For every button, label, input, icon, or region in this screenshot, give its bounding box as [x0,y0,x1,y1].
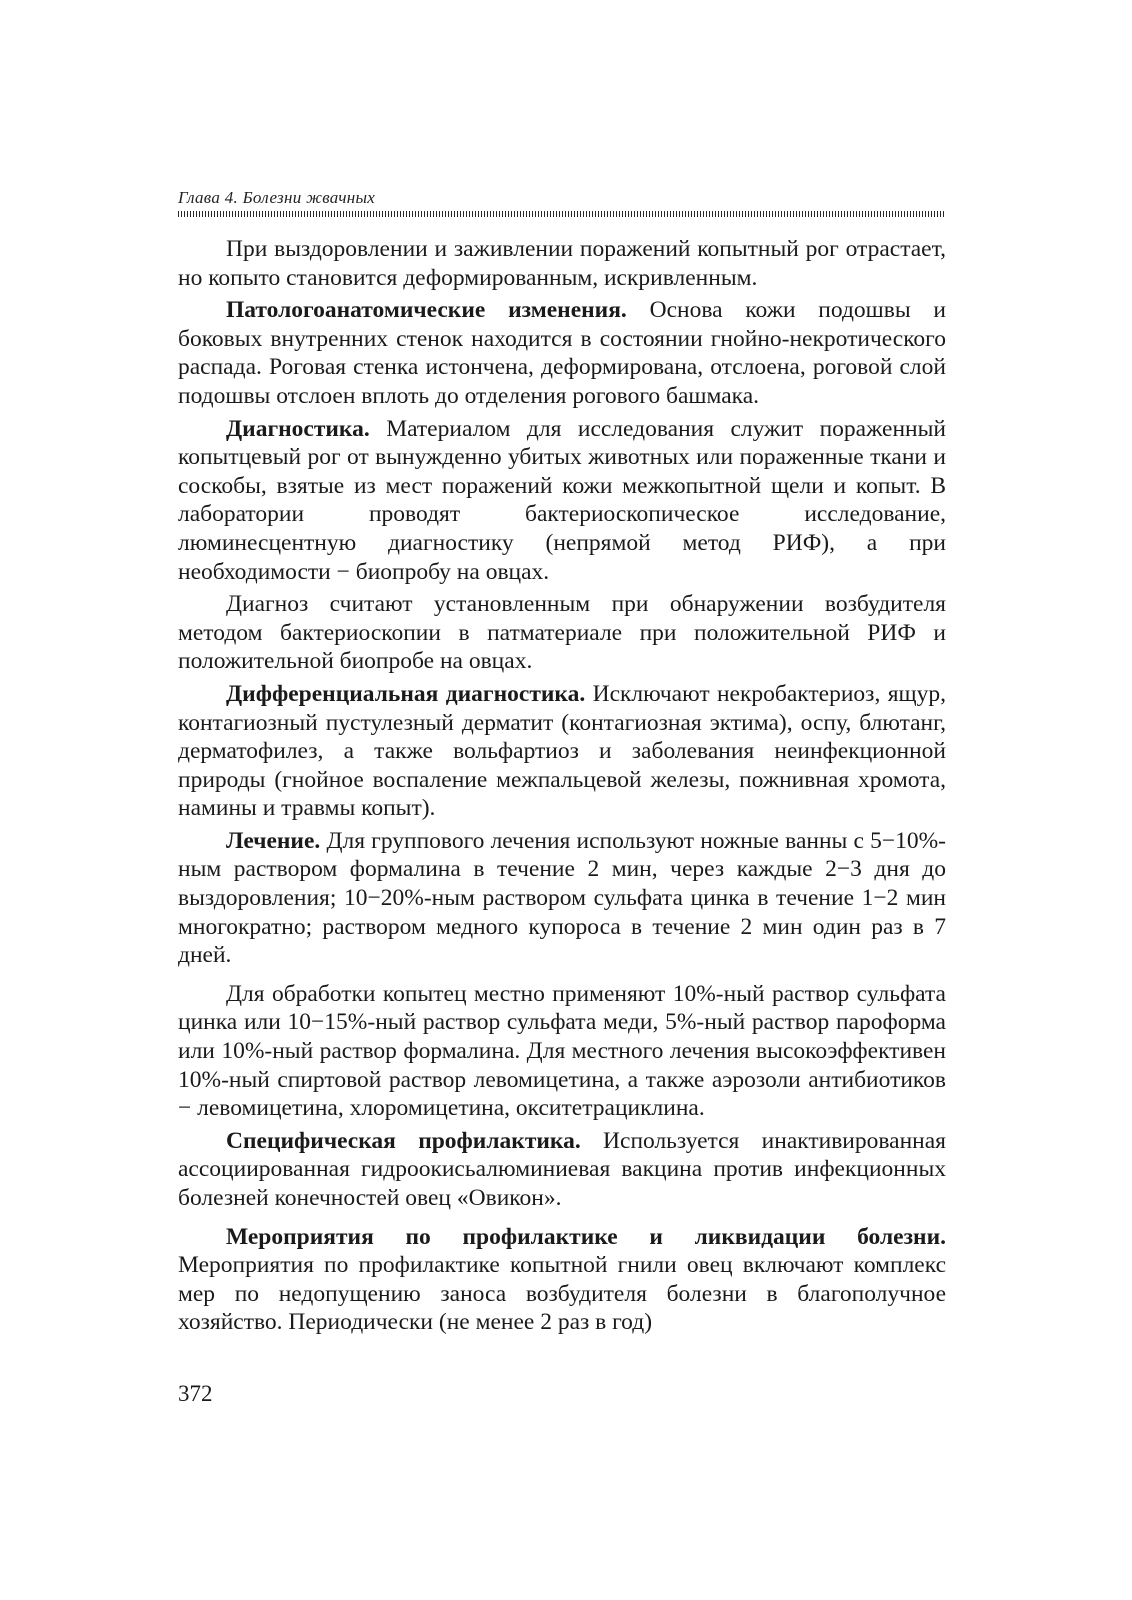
paragraph-pathology [178,296,946,410]
paragraph-text: Исключают некробактериоз, ящур, контагиозный пустулезный дерматит (контагиозная эктима), оспу, блютанг, дерматофилез, а также вольфартиоз и заболевания неинфекционной природы (гнойное воспаление межпальцевой железы, пожнивная хромота, намины и травмы копыт). [178,680,947,822]
paragraph-text: Используется инактивированная ассоциированная гидроокисьалюминиевая вакцина против инфекционных болезней конечностей овец «Овикон». [178,1127,946,1211]
running-head: Глава 4. Болезни жвачных [178,188,376,207]
header-rule [178,211,946,217]
paragraph-text: Диагноз считают установленным при обнаружении возбудителя методом бактериоскопии в патматериале при положительной РИФ и положительной биопробе на овцах. [178,591,946,675]
page-number: 372 [178,1381,213,1406]
paragraph-text: Основа кожи подошвы и боковых внутренних стенок находится в состоянии гнойно-некротического распада. Роговая стенка истончена, деформирована, отслоена, роговой слой подошвы отслоен вплоть до отделения рогового башмака. [178,297,946,409]
paragraph-local-treatment [178,980,946,1123]
paragraph-text: Мероприятия по профилактике копытной гнили овец включают комплекс мер по недопущению заноса возбудителя болезни в благополучное хозяйство. Периодически (не менее 2 раз в год) [178,1252,946,1336]
paragraph-text: Для обработки копытец местно применяют 10%-ный раствор сульфата цинка или 10−15%-ный раствор сульфата меди, 5%-ный раствор пароформа или 10%-ный раствор формалина. Для местного лечения высокоэффективен 10%-ный спиртовой раствор левомицетина, а также аэрозоли антибиотиков − левомицетина, хлоромицетина, окситетрациклина. [178,980,946,1122]
paragraph-lead: Патологоанатомические изменения. [226,297,627,324]
paragraph-text: Материалом для исследования служит пораженный копытцевый рог от вынужденно убитых животных или пораженные ткани и соскобы, взятые из мест поражений кожи межкопытной щели и копыт. В лаборатории проводят бактериоскопическое исследование, люминесцентную диагностику (непрямой метод РИФ), а при необходимости − биопробу на овцах. [178,415,946,585]
paragraph-lead: Дифференциальная диагностика. [226,680,586,707]
paragraph-text: При выздоровлении и заживлении поражений копытный рог отрастает, но копыто становится деформированным, искривленным. [178,236,946,291]
paragraph-diagnostics [178,415,946,587]
paragraph-diagnosis [178,590,946,676]
paragraph-recovery [178,235,946,292]
paragraph-measures [178,1223,946,1337]
paragraph-lead: Мероприятия по профилактике и ликвидации болезни. [226,1223,946,1250]
paragraph-lead: Специфическая профилактика. [226,1127,581,1154]
paragraph-lead: Лечение. [226,827,321,854]
body-text [178,235,946,1337]
book-page [178,188,946,1341]
paragraph-specific-prophylaxis [178,1127,946,1213]
paragraph-differential [178,680,946,823]
paragraph-lead: Диагностика. [226,415,370,442]
paragraph-treatment [178,827,946,970]
paragraph-text: Для группового лечения используют ножные ванны с 5−10%-ным раствором формалина в течение 2 мин, через каждые 2−3 дня до выздоровления; 10−20%-ным раствором сульфата цинка в течение 1−2 мин многократно; раствором медного купороса в течение 2 мин один раз в 7 дней. [178,827,946,969]
